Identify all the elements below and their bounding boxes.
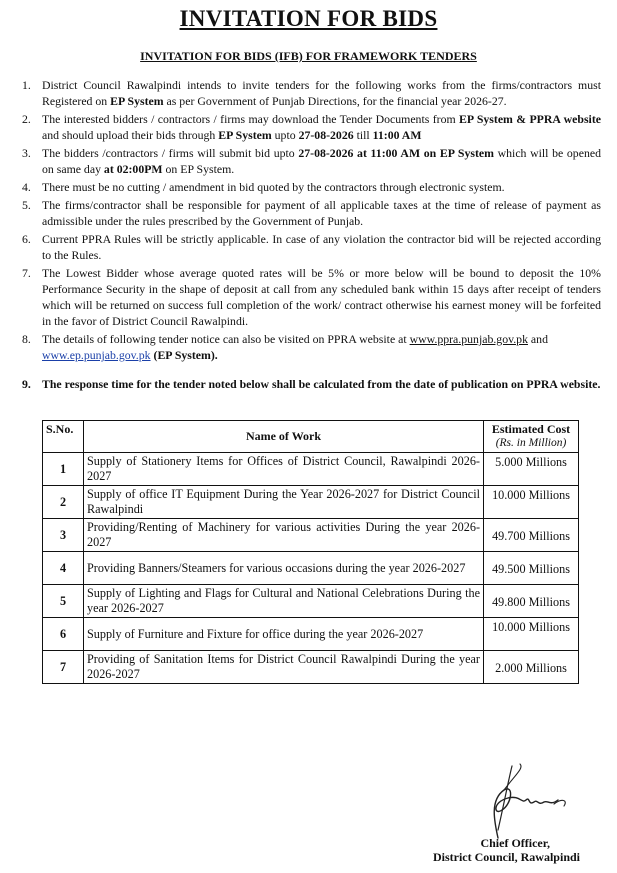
cell-sno: 2 bbox=[43, 486, 84, 519]
cell-estimated-cost: 5.000 Millions bbox=[484, 453, 579, 486]
cell-name-of-work: Providing of Sanitation Items for District Council Rawalpindi During the year 2026-2027 bbox=[84, 651, 484, 684]
cell-sno: 3 bbox=[43, 519, 84, 552]
ppra-website-link[interactable]: www.ppra.punjab.gov.pk bbox=[409, 332, 528, 346]
item-text: The bidders /contractors / firms will submit bid upto bbox=[42, 146, 299, 160]
cell-sno: 7 bbox=[43, 651, 84, 684]
item-text: District Council Rawalpindi intends to invite tenders for the following works from the firms/contractors must Registered on bbox=[42, 78, 601, 108]
condition-item bbox=[16, 231, 601, 263]
cell-sno: 5 bbox=[43, 585, 84, 618]
conditions-list bbox=[16, 77, 601, 396]
item-bold-text: 27-08-2026 bbox=[298, 128, 354, 142]
item-bold-text: (EP System). bbox=[150, 348, 218, 362]
item-bold-text: EP System bbox=[218, 128, 272, 142]
cell-estimated-cost: 49.500 Millions bbox=[484, 552, 579, 585]
item-text: The details of following tender notice can also be visited on PPRA website at bbox=[42, 332, 410, 346]
item-number: 7. bbox=[22, 266, 31, 280]
item-text: The interested bidders / contractors / firms may download the Tender Documents from bbox=[42, 112, 460, 126]
item-text: There must be no cutting / amendment in bid quoted by the contractors through electronic system. bbox=[42, 180, 505, 194]
handwritten-signature bbox=[468, 760, 578, 840]
item-bold-text: 11:00 AM bbox=[372, 128, 422, 142]
cell-estimated-cost: 10.000 Millions bbox=[484, 486, 579, 519]
signatory-office: District Council, Rawalpindi bbox=[432, 850, 580, 864]
table-row bbox=[43, 651, 579, 684]
item-text: The response time for the tender noted below shall be calculated from the date of publication on PPRA website. bbox=[42, 377, 601, 391]
condition-item bbox=[16, 265, 601, 329]
header-estimated-cost bbox=[484, 421, 579, 453]
condition-item bbox=[16, 374, 601, 394]
item-number: 6. bbox=[22, 232, 31, 246]
table-row bbox=[43, 519, 579, 552]
cell-estimated-cost: 49.700 Millions bbox=[484, 519, 579, 552]
table-row bbox=[43, 486, 579, 519]
works-table bbox=[42, 420, 579, 684]
item-text: and bbox=[527, 332, 548, 346]
cell-name-of-work: Providing Banners/Steamers for various occasions during the year 2026-2027 bbox=[84, 552, 484, 585]
item-number: 8. bbox=[22, 332, 31, 346]
cell-estimated-cost: 2.000 Millions bbox=[484, 651, 579, 684]
item-bold-text: EP System & PPRA website bbox=[459, 112, 601, 126]
header-name-of-work: Name of Work bbox=[84, 421, 484, 453]
cell-name-of-work: Supply of office IT Equipment During the Year 2026-2027 for District Council Rawalpindi bbox=[84, 486, 484, 519]
condition-item bbox=[16, 77, 601, 109]
condition-item bbox=[16, 145, 601, 177]
cell-sno: 4 bbox=[43, 552, 84, 585]
table-header-row bbox=[43, 421, 579, 453]
document-title: INVITATION FOR BIDS bbox=[179, 6, 438, 31]
cell-sno: 1 bbox=[43, 453, 84, 486]
item-text: The Lowest Bidder whose average quoted rates will be 5% or more below will be bound to deposit the 10% Performance Security in the shape of deposit at call from any scheduled bank within 15 days after receipt of tenders which will be returned on success full completion of the work/ contract otherwise his earnest money will be forfeited in the favor of District Council Rawalpindi. bbox=[42, 266, 601, 328]
header-sno: S.No. bbox=[43, 421, 84, 453]
condition-item bbox=[16, 111, 601, 143]
cell-estimated-cost: 10.000 Millions bbox=[484, 618, 579, 651]
condition-item bbox=[16, 197, 601, 229]
table-row bbox=[43, 453, 579, 486]
item-text: on EP System. bbox=[162, 162, 235, 176]
item-text: The firms/contractor shall be responsible for payment of all applicable taxes at the time of release of payment as admissible under the rules prescribed by the Government of Punjab. bbox=[42, 198, 601, 228]
item-text: Current PPRA Rules will be strictly applicable. In case of any violation the contractor bid will be rejected according to the Rules. bbox=[42, 232, 601, 262]
item-text: upto bbox=[271, 128, 299, 142]
item-bold-text: EP System bbox=[110, 94, 164, 108]
header-cost-label: Estimated Cost bbox=[491, 422, 571, 436]
table-row bbox=[43, 618, 579, 651]
condition-item bbox=[16, 331, 601, 363]
table-row bbox=[43, 552, 579, 585]
item-number: 5. bbox=[22, 198, 31, 212]
signatory-block bbox=[400, 836, 580, 864]
item-number: 2. bbox=[22, 112, 31, 126]
document-subtitle: INVITATION FOR BIDS (IFB) FOR FRAMEWORK TENDERS bbox=[140, 49, 477, 63]
item-bold-text: at 02:00PM bbox=[103, 162, 163, 176]
cell-name-of-work: Providing/Renting of Machinery for various activities During the year 2026-2027 bbox=[84, 519, 484, 552]
header-cost-unit: (Rs. in Million) bbox=[495, 437, 567, 449]
item-number: 9. bbox=[22, 377, 31, 391]
cell-name-of-work: Supply of Lighting and Flags for Cultural and National Celebrations During the year 2026-2027 bbox=[84, 585, 484, 618]
cell-estimated-cost: 49.800 Millions bbox=[484, 585, 579, 618]
item-bold-text: 27-08-2026 at 11:00 AM on EP System bbox=[298, 146, 494, 160]
item-text: and should upload their bids through bbox=[42, 128, 219, 142]
signatory-title: Chief Officer, bbox=[480, 836, 550, 850]
item-number: 3. bbox=[22, 146, 31, 160]
item-text: till bbox=[353, 128, 373, 142]
cell-sno: 6 bbox=[43, 618, 84, 651]
ep-system-website-link[interactable]: www.ep.punjab.gov.pk bbox=[42, 348, 151, 362]
item-number: 1. bbox=[22, 78, 31, 92]
item-number: 4. bbox=[22, 180, 31, 194]
cell-name-of-work: Supply of Furniture and Fixture for office during the year 2026-2027 bbox=[84, 618, 484, 651]
cell-name-of-work: Supply of Stationery Items for Offices of District Council, Rawalpindi 2026-2027 bbox=[84, 453, 484, 486]
item-text: as per Government of Punjab Directions, for the financial year 2026-27. bbox=[163, 94, 507, 108]
condition-item bbox=[16, 179, 601, 195]
table-row bbox=[43, 585, 579, 618]
item-text: which will be opened on same day bbox=[42, 146, 601, 176]
